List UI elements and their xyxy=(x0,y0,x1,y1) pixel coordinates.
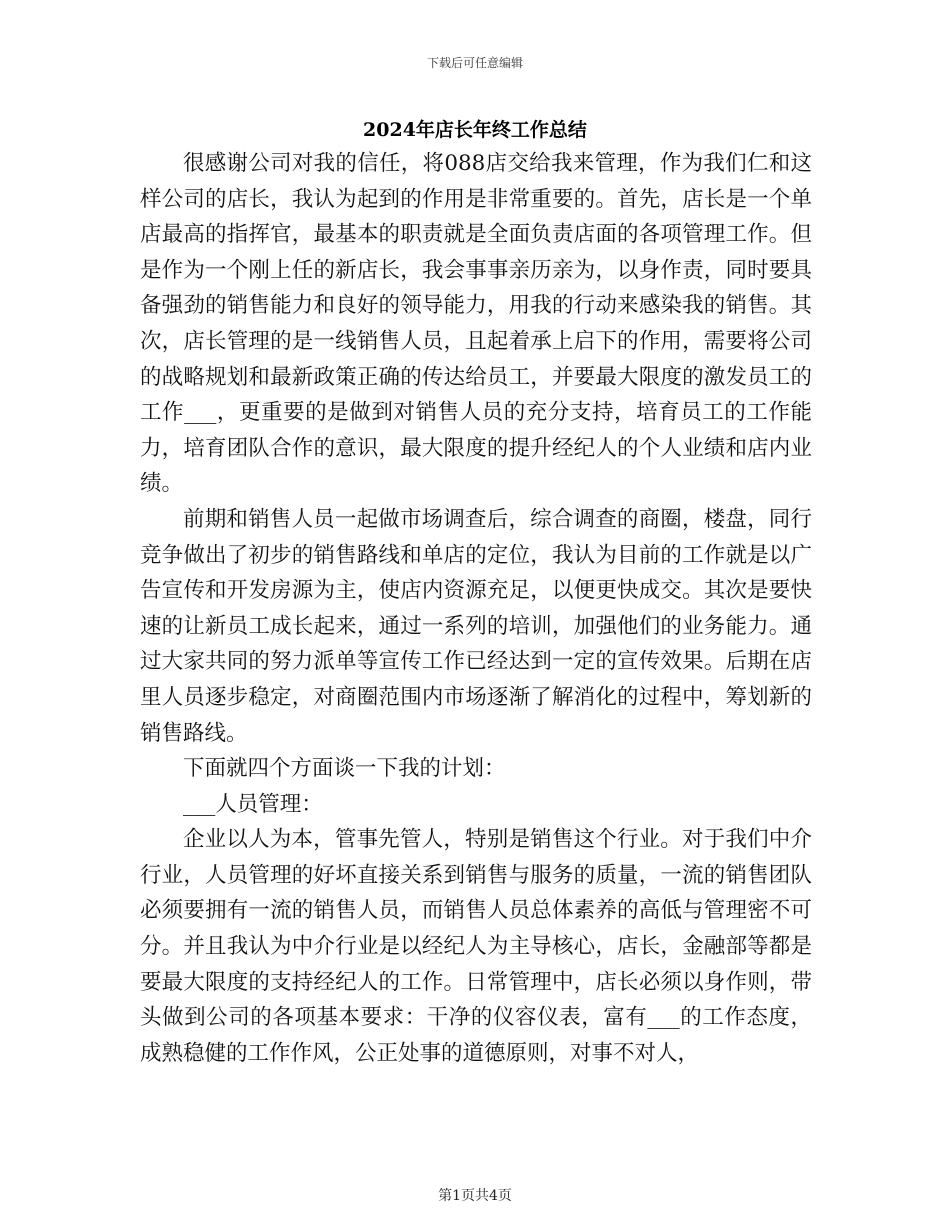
document-body xyxy=(140,146,812,1071)
page-number: 第1页共4页 xyxy=(438,1188,512,1204)
paragraph-plan-intro: 下面就四个方面谈一下我的计划： xyxy=(183,756,506,782)
paragraph-personnel: 企业以人为本，管事先管人，特别是销售这个行业。对于我们中介行业，人员管理的好坏直接关系到销售与服务的质量，一流的销售团队必须要拥有一流的销售人员，而销售人员总体素养的高低与管理密不可分。并且我认为中介行业是以经纪人为主导核心，店长，金融部等都是要最大限度的支持经纪人的工作。日常管理中，店长必须以身作则，带头做到公司的各项基本要求：干净的仪容仪表，富有___的工作态度，成熟稳健的工作作风，公正处事的道德原则，对事不对人， xyxy=(140,827,812,1066)
paragraph-market-survey: 前期和销售人员一起做市场调查后，综合调查的商圈，楼盘，同行竞争做出了初步的销售路线和单店的定位，我认为目前的工作就是以广告宣传和开发房源为主，使店内资源充足，以便更快成交。其次是要快速的让新员工成长起来，通过一系列的培训，加强他们的业务能力。通过大家共同的努力派单等宣传工作已经达到一定的宣传效果。后期在店里人员逐步稳定，对商圈范围内市场逐渐了解消化的过程中，筹划新的销售路线。 xyxy=(140,506,812,746)
paragraph-intro: 很感谢公司对我的信任，将088店交给我来管理，作为我们仁和这样公司的店长，我认为起到的作用是非常重要的。首先，店长是一个单店最高的指挥官，最基本的职责就是全面负责店面的各项管理工作。但是作为一个刚上任的新店长，我会事事亲历亲为，以身作责，同时要具备强劲的销售能力和良好的领导能力，用我的行动来感染我的销售。其次，店长管理的是一线销售人员，且起着承上启下的作用，需要将公司的战略规划和最新政策正确的传达给员工，并要最大限度的激发员工的工作___，更重要的是做到对销售人员的充分支持，培育员工的工作能力，培育团队合作的意识，最大限度的提升经纪人的个人业绩和店内业绩。 xyxy=(140,151,812,497)
section-heading-personnel: ___人员管理： xyxy=(183,791,323,817)
document-title: 2024年店长年终工作总结 xyxy=(363,119,587,141)
page-header-note: 下载后可任意编辑 xyxy=(426,56,523,70)
